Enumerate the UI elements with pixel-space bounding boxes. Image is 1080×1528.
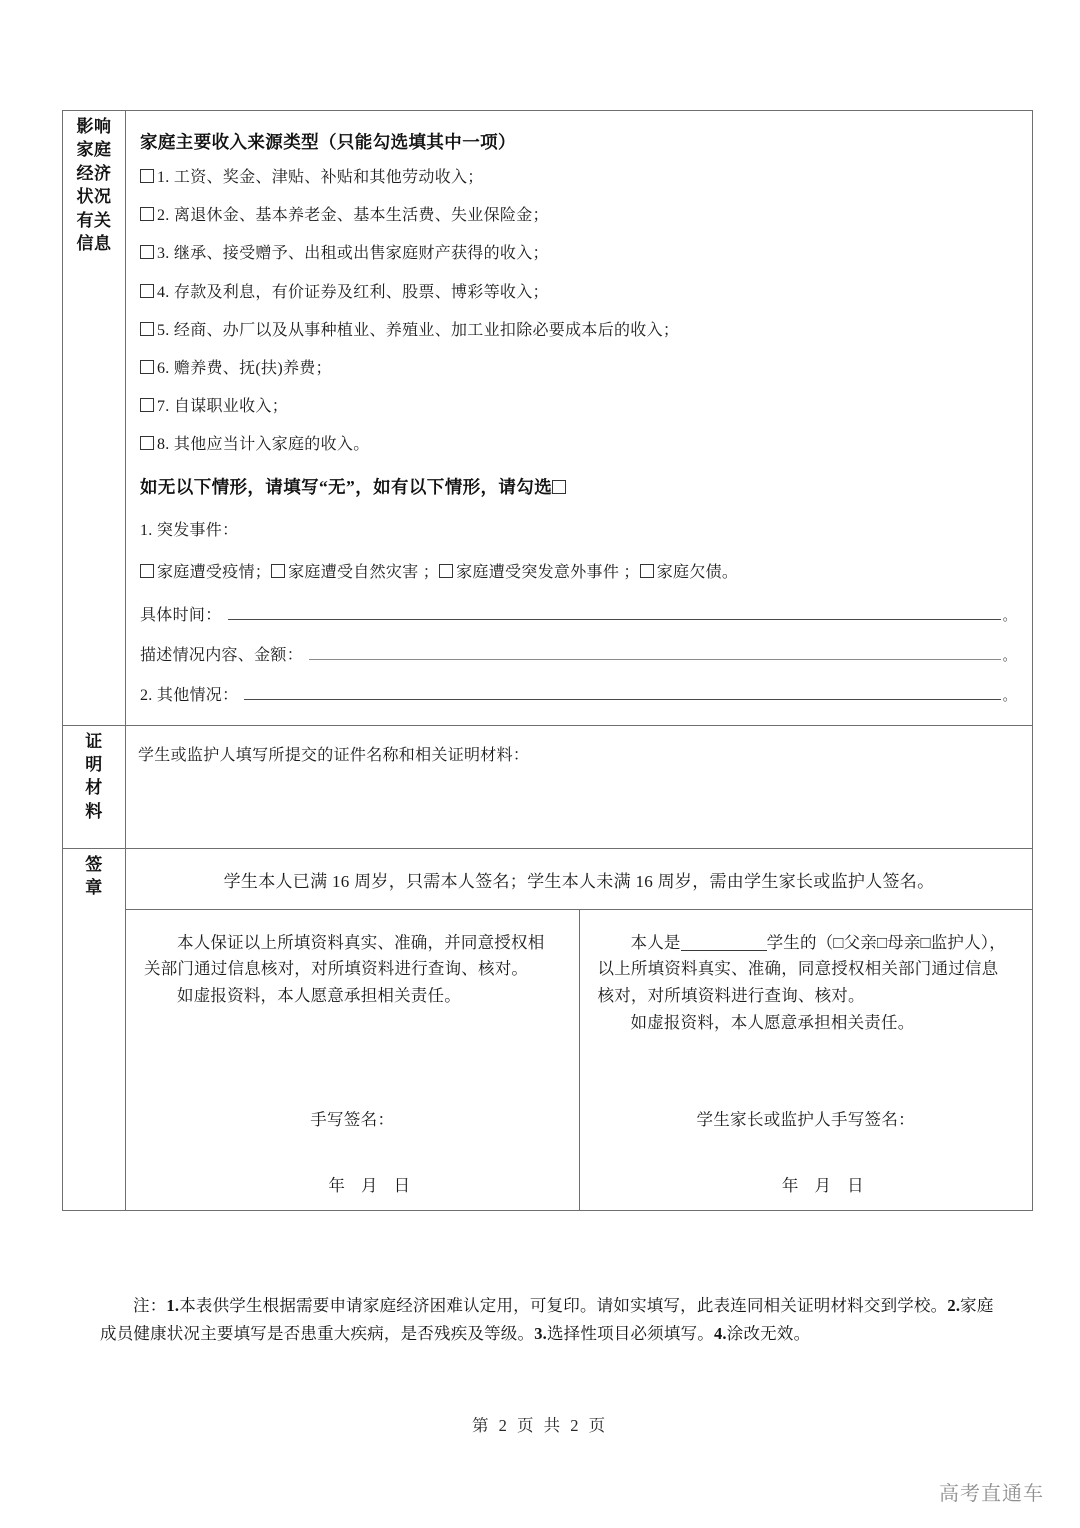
checkbox-icon[interactable] — [140, 398, 154, 412]
specific-time-field-row — [140, 602, 1016, 625]
income-section-cell — [126, 111, 1033, 726]
table-row-signature — [63, 848, 1033, 1210]
proof-section-cell[interactable] — [126, 725, 1033, 848]
other-situation-end: 。 — [1002, 687, 1016, 703]
watermark-logo: 高考直通车 — [939, 1481, 1044, 1505]
footnote-text-4: 涂改无效。 — [726, 1324, 811, 1344]
student-signature-box — [126, 910, 580, 1210]
description-field-row — [140, 642, 1016, 665]
table-row-proof — [63, 725, 1033, 848]
income-option-6[interactable] — [140, 359, 1016, 378]
student-declaration-para2: 如虚报资料，本人愿意承担相关责任。 — [177, 985, 461, 1005]
label-char: 料 — [85, 801, 103, 821]
label-char: 证 — [85, 731, 103, 751]
footnote-number-1: 1. — [166, 1296, 180, 1315]
application-form-table — [62, 110, 1033, 1211]
label-char: 明 — [85, 754, 103, 774]
checkbox-icon[interactable] — [140, 207, 154, 221]
emergency-option-label: 家庭遭受疫情； — [157, 563, 272, 581]
row-label-income — [63, 111, 125, 260]
income-option-1[interactable] — [140, 168, 1016, 187]
footnote-text-3: 选择性项目必须填写。 — [546, 1324, 714, 1344]
table-row-income — [63, 111, 1033, 726]
student-sign-label[interactable]: 手写签名： — [310, 1109, 395, 1129]
signature-age-note: 学生本人已满 16 周岁，只需本人签名；学生本人未满 16 周岁，需由学生家长或监护人签名。 — [126, 849, 1032, 910]
checkbox-icon[interactable] — [552, 480, 566, 494]
page-number: 第 2 页 共 2 页 — [471, 1416, 609, 1435]
other-situation-field-row — [140, 682, 1016, 705]
row-label-signature-cell — [63, 848, 126, 1210]
specific-time-input[interactable] — [228, 604, 1001, 620]
footnote-number-3: 3. — [534, 1324, 547, 1344]
description-end: 。 — [1002, 647, 1016, 663]
footnote-prefix: 注： — [133, 1296, 167, 1315]
income-option-label: 8. 其他应当计入家庭的收入。 — [157, 436, 370, 454]
guardian-name-input[interactable] — [681, 950, 767, 951]
income-option-label: 2. 离退休金、基本养老金、基本生活费、失业保险金； — [157, 207, 549, 225]
income-option-label: 5. 经商、办厂以及从事种植业、养殖业、加工业扣除必要成本后的收入； — [157, 321, 680, 339]
other-situation-label: 2. 其他情况： — [140, 686, 239, 704]
proof-section-body — [126, 726, 1032, 848]
checkbox-icon[interactable] — [140, 564, 154, 578]
proof-instruction: 学生或监护人填写所提交的证件名称和相关证明材料： — [138, 746, 530, 764]
guardian-suffix: 学生的（□父亲□母亲□监护人），以上所填资料真实、准确，同意授权相关部门通过信息核对，对所填资料进行查询、核对。 — [597, 932, 1006, 1005]
row-label-proof-cell — [63, 725, 126, 848]
label-char: 影响 — [76, 117, 112, 136]
income-option-label: 7. 自谋职业收入； — [157, 398, 289, 416]
emergency-option-label: 家庭遭受自然灾害 ； — [288, 563, 440, 581]
footnote-number-2: 2. — [947, 1296, 961, 1315]
label-char: 签 — [85, 854, 103, 874]
specific-time-end: 。 — [1002, 607, 1016, 623]
signature-columns — [126, 910, 1032, 1210]
description-label: 描述情况内容、金额： — [140, 646, 304, 664]
row-label-income-cell — [63, 111, 126, 726]
checkbox-icon[interactable] — [640, 564, 654, 578]
income-option-label: 4. 存款及利息，有价证券及红利、股票、博彩等收入； — [157, 283, 549, 301]
checkbox-icon[interactable] — [140, 245, 154, 259]
other-situation-input[interactable] — [244, 684, 1000, 700]
checkbox-icon[interactable] — [140, 436, 154, 450]
income-option-8[interactable] — [140, 435, 1016, 454]
description-input[interactable] — [309, 644, 1001, 660]
emergency-option-label: 家庭遭受突发意外事件 ； — [456, 563, 640, 581]
guardian-declaration-para1 — [598, 930, 1015, 1010]
student-declaration-para1: 本人保证以上所填资料真实、准确，并同意授权相关部门通过信息核对，对所填资料进行查询、核对。 — [144, 932, 545, 979]
guardian-date-label[interactable]: 年 月 日 — [781, 1175, 870, 1195]
income-option-label: 3. 继承、接受赠予、出租或出售家庭财产获得的收入； — [157, 245, 549, 263]
income-option-label: 6. 赡养费、抚(扶)养费； — [157, 359, 332, 377]
checkbox-icon[interactable] — [439, 564, 453, 578]
income-option-2[interactable] — [140, 206, 1016, 225]
condition-heading-row — [140, 474, 1016, 499]
footnote-text-1: 本表供学生根据需要申请家庭经济困难认定用，可复印。请如实填写，此表连同相关证明材料交到学校。 — [179, 1296, 948, 1315]
row-label-proof — [63, 726, 125, 828]
income-heading: 家庭主要收入来源类型（只能勾选填其中一项） — [140, 132, 516, 152]
guardian-signature-box — [580, 910, 1033, 1210]
label-char: 经济 — [76, 163, 112, 183]
footnote-number-4: 4. — [713, 1324, 727, 1344]
label-char: 家庭 — [76, 140, 112, 160]
label-char: 章 — [85, 877, 103, 897]
guardian-sign-label[interactable]: 学生家长或监护人手写签名： — [696, 1109, 915, 1129]
income-option-label: 1. 工资、奖金、津贴、补贴和其他劳动收入； — [157, 169, 484, 186]
checkbox-icon[interactable] — [140, 284, 154, 298]
checkbox-icon[interactable] — [140, 169, 154, 183]
footnote-text-2: 家庭成员健康状况主要填写是否患重大疾病，是否残疾及等级。 — [100, 1296, 994, 1344]
emergency-item-label: 1. 突发事件： — [140, 521, 239, 539]
label-char: 有关 — [76, 210, 112, 230]
footnote-block — [100, 1292, 1005, 1349]
emergency-checkbox-row — [140, 559, 1016, 582]
label-char: 信息 — [76, 234, 112, 254]
income-option-4[interactable] — [140, 283, 1016, 302]
checkbox-icon[interactable] — [140, 360, 154, 374]
guardian-declaration-para2: 如虚报资料，本人愿意承担相关责任。 — [630, 1012, 915, 1032]
specific-time-label: 具体时间： — [140, 606, 222, 624]
checkbox-icon[interactable] — [271, 564, 285, 578]
guardian-prefix: 本人是 — [630, 932, 681, 952]
emergency-option-label: 家庭欠债。 — [656, 563, 739, 581]
income-section-body — [126, 111, 1032, 725]
label-char: 材 — [85, 778, 103, 798]
income-option-5[interactable] — [140, 321, 1016, 340]
income-option-3[interactable] — [140, 244, 1016, 263]
row-label-signature — [63, 849, 125, 904]
checkbox-icon[interactable] — [140, 322, 154, 336]
condition-heading: 如无以下情形，请填写“无”，如有以下情形，请勾选 — [140, 476, 553, 497]
label-char: 状况 — [76, 187, 112, 207]
student-date-label[interactable]: 年 月 日 — [328, 1175, 417, 1195]
signature-section-cell — [126, 848, 1033, 1210]
income-option-7[interactable] — [140, 397, 1016, 416]
